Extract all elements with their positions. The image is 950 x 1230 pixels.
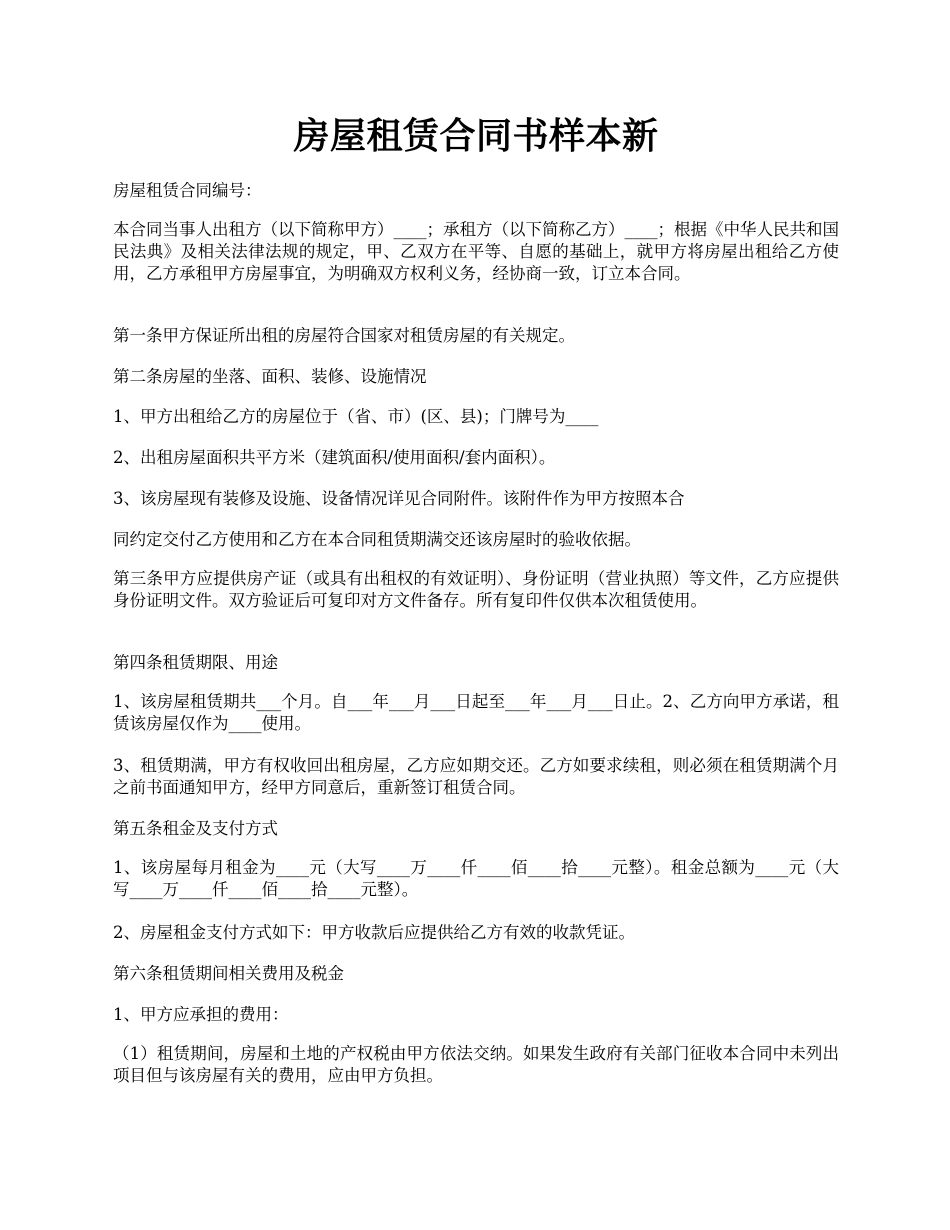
article-2-item-1: 1、甲方出租给乙方的房屋位于（省、市）(区、县)；门牌号为____ [113,407,599,426]
article-2-item-3: 3、该房屋现有装修及设施、设备情况详见合同附件。该附件作为甲方按照本合 [113,489,685,508]
article-4-heading: 第四条租赁期限、用途 [113,653,278,672]
article-4-item-3: 3、租赁期满，甲方有权收回出租房屋，乙方应如期交还。乙方如要求续租，则必须在租赁期满个月之前书面通知甲方，经甲方同意后，重新签订租赁合同。 [113,756,839,797]
article-3-paragraph: 第三条甲方应提供房产证（或具有出租权的有效证明）、身份证明（营业执照）等文件，乙方应提供身份证明文件。双方验证后可复印对方文件备存。所有复印件仅供本次租赁使用。 [113,569,839,610]
article-5-heading: 第五条租金及支付方式 [113,819,278,838]
article-6-item-1-clause-1: （1）租赁期间，房屋和土地的产权税由甲方依法交纳。如果发生政府有关部门征收本合同中未列出项目但与该房屋有关的费用，应由甲方负担。 [113,1044,839,1085]
article-5-item-2: 2、房屋租金支付方式如下：甲方收款后应提供给乙方有效的收款凭证。 [113,923,635,942]
article-2-item-3-continued: 同约定交付乙方使用和乙方在本合同租赁期满交还该房屋时的验收依据。 [113,530,641,549]
preamble-paragraph: 本合同当事人出租方（以下简称甲方）____；承租方（以下简称乙方）____；根据《中华人民共和国民法典》及相关法律法规的规定，甲、乙双方在平等、自愿的基础上，就甲方将房屋出租给乙方使用，乙方承租甲方房屋事宜，为明确双方权利义务，经协商一致，订立本合同。 [113,220,839,283]
article-1-paragraph: 第一条甲方保证所出租的房屋符合国家对租赁房屋的有关规定。 [113,326,575,345]
article-2-heading: 第二条房屋的坐落、面积、装修、设施情况 [113,367,427,386]
contract-number-line: 房屋租赁合同编号： [113,181,262,200]
article-5-item-1: 1、该房屋每月租金为____元（大写____万____仟____佰____拾____元整）。租金总额为____元（大写____万____仟____佰____拾____元整）。 [113,858,839,899]
article-4-items-1-2: 1、该房屋租赁期共___个月。自___年___月___日起至___年___月___日止。2、乙方向甲方承诺，租赁该房屋仅作为____使用。 [113,692,839,733]
document-title: 房屋租赁合同书样本新 [293,115,659,157]
article-6-item-1: 1、甲方应承担的费用： [113,1005,289,1024]
article-6-heading: 第六条租赁期间相关费用及税金 [113,964,344,983]
article-2-item-2: 2、出租房屋面积共平方米（建筑面积/使用面积/套内面积）。 [113,448,556,467]
